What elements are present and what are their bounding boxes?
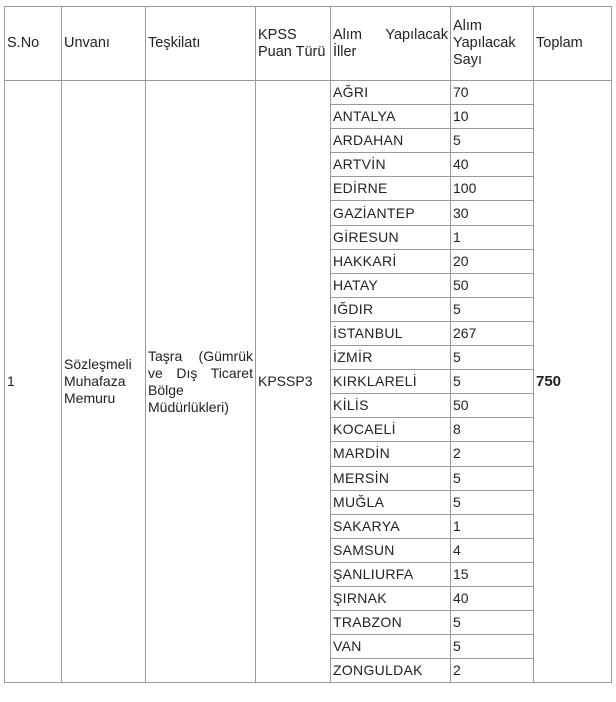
quota-cell: 5 xyxy=(451,297,534,321)
quota-cell: 50 xyxy=(451,394,534,418)
quota-cell: 5 xyxy=(451,346,534,370)
record-unvan: Sözleşmeli Muhafaza Memuru xyxy=(62,81,146,683)
province-cell: VAN xyxy=(331,635,451,659)
quota-cell: 70 xyxy=(451,81,534,105)
header-teskilat: Teşkilatı xyxy=(146,7,256,81)
quota-cell: 4 xyxy=(451,538,534,562)
record-total: 750 xyxy=(534,81,612,683)
province-cell: TRABZON xyxy=(331,611,451,635)
province-cell: ARTVİN xyxy=(331,153,451,177)
province-cell: MUĞLA xyxy=(331,490,451,514)
province-cell: GAZİANTEP xyxy=(331,201,451,225)
province-cell: MARDİN xyxy=(331,442,451,466)
record-sno: 1 xyxy=(5,81,62,683)
quota-cell: 1 xyxy=(451,514,534,538)
quota-cell: 5 xyxy=(451,490,534,514)
quota-cell: 100 xyxy=(451,177,534,201)
province-cell: GİRESUN xyxy=(331,225,451,249)
quota-cell: 15 xyxy=(451,562,534,586)
province-cell: ŞIRNAK xyxy=(331,586,451,610)
quota-cell: 5 xyxy=(451,370,534,394)
province-cell: EDİRNE xyxy=(331,177,451,201)
quota-cell: 2 xyxy=(451,659,534,683)
recruitment-table xyxy=(4,6,612,683)
header-toplam: Toplam xyxy=(534,7,612,81)
province-cell: ANTALYA xyxy=(331,105,451,129)
table-row xyxy=(5,81,612,105)
quota-cell: 267 xyxy=(451,321,534,345)
header-sayi: Alım Yapılacak Sayı xyxy=(451,7,534,81)
province-cell: HAKKARİ xyxy=(331,249,451,273)
header-iller-alim: Alım xyxy=(333,26,362,43)
province-cell: MERSİN xyxy=(331,466,451,490)
header-kpss: KPSS Puan Türü xyxy=(256,7,331,81)
header-iller xyxy=(331,7,451,81)
province-cell: ARDAHAN xyxy=(331,129,451,153)
header-row xyxy=(5,7,612,81)
quota-cell: 10 xyxy=(451,105,534,129)
quota-cell: 5 xyxy=(451,635,534,659)
header-sno: S.No xyxy=(5,7,62,81)
quota-cell: 2 xyxy=(451,442,534,466)
quota-cell: 1 xyxy=(451,225,534,249)
quota-cell: 20 xyxy=(451,249,534,273)
quota-cell: 5 xyxy=(451,129,534,153)
quota-cell: 30 xyxy=(451,201,534,225)
quota-cell: 5 xyxy=(451,611,534,635)
province-cell: HATAY xyxy=(331,273,451,297)
province-cell: AĞRI xyxy=(331,81,451,105)
quota-cell: 50 xyxy=(451,273,534,297)
record-kpss: KPSSP3 xyxy=(256,81,331,683)
province-cell: KIRKLARELİ xyxy=(331,370,451,394)
province-cell: SAKARYA xyxy=(331,514,451,538)
province-cell: ZONGULDAK xyxy=(331,659,451,683)
header-iller-yapilacak: Yapılacak xyxy=(385,26,448,43)
quota-cell: 5 xyxy=(451,466,534,490)
province-cell: SAMSUN xyxy=(331,538,451,562)
quota-cell: 8 xyxy=(451,418,534,442)
province-cell: İSTANBUL xyxy=(331,321,451,345)
province-cell: KİLİS xyxy=(331,394,451,418)
quota-cell: 40 xyxy=(451,153,534,177)
province-cell: KOCAELİ xyxy=(331,418,451,442)
header-iller-label: İller xyxy=(333,43,357,60)
province-cell: İZMİR xyxy=(331,346,451,370)
record-teskilat: Taşra (Gümrük ve Dış Ticaret Bölge Müdürlükleri) xyxy=(146,81,256,683)
province-cell: IĞDIR xyxy=(331,297,451,321)
quota-cell: 40 xyxy=(451,586,534,610)
header-unvan: Unvanı xyxy=(62,7,146,81)
province-cell: ŞANLIURFA xyxy=(331,562,451,586)
